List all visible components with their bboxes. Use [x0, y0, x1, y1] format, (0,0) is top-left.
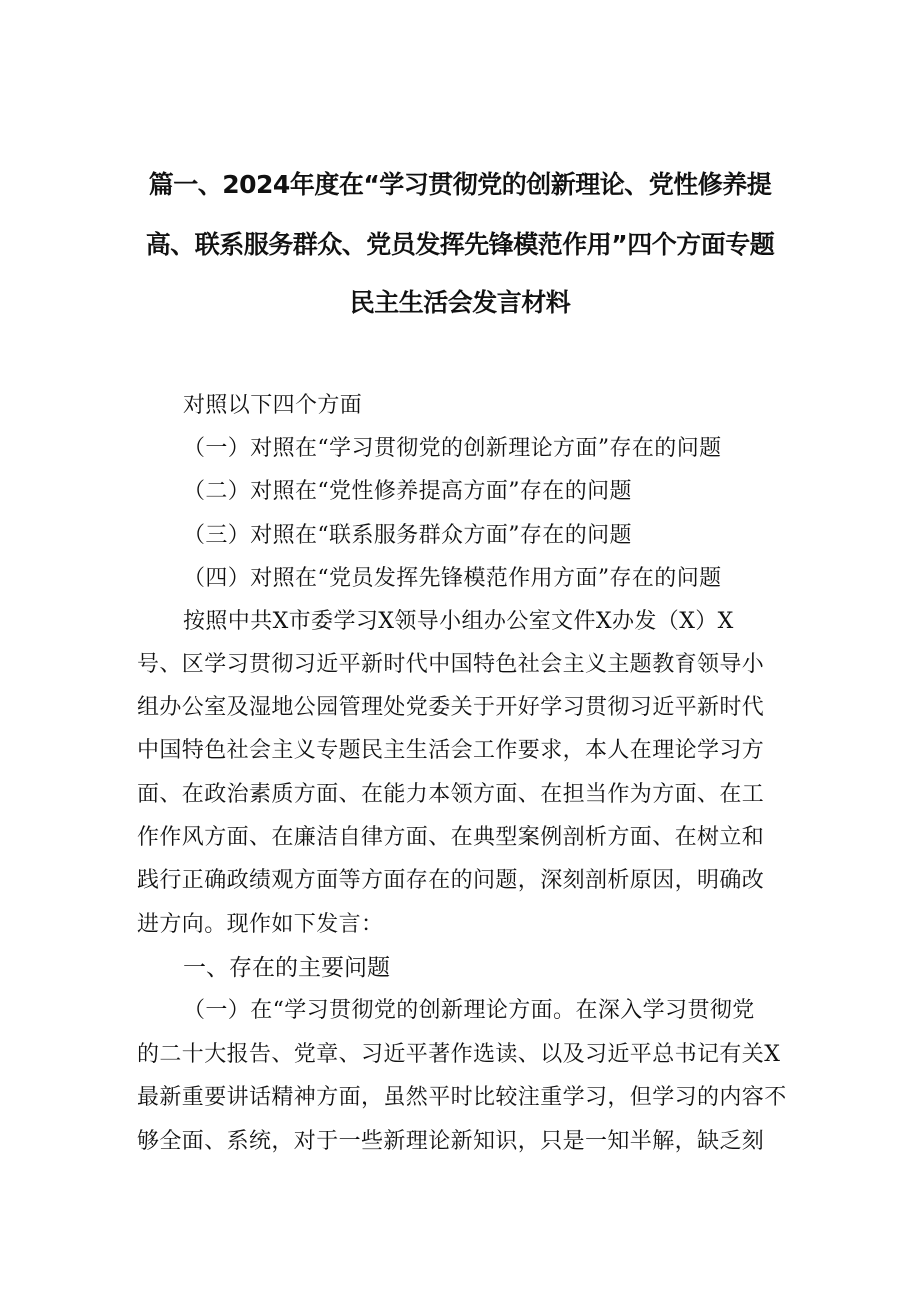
- document-title-line-3: 民主生活会发言材料: [349, 288, 571, 317]
- section-paragraph-line-3: 最新重要讲话精神方面，虽然平时比较注重学习，但学习的内容不: [137, 1085, 787, 1110]
- intro-paragraph-line-6: 作作风方面、在廉洁自律方面、在典型案例剖析方面、在树立和: [137, 825, 765, 850]
- aspect-item-4: （四）对照在“党员发挥先锋模范作用方面”存在的问题: [183, 566, 722, 591]
- intro-paragraph-line-2: 号、区学习贯彻习近平新时代中国特色社会主义主题教育领导小: [137, 652, 765, 677]
- intro-paragraph-line-3: 组办公室及湿地公园管理处党委关于开好学习贯彻习近平新时代: [137, 695, 765, 720]
- section-paragraph-line-1: （一）在“学习贯彻党的创新理论方面。在深入学习贯彻党: [183, 998, 755, 1023]
- intro-paragraph-line-8: 进方向。现作如下发言：: [137, 912, 384, 937]
- document-title-line-2: 高、联系服务群众、党员发挥先锋模范作用”四个方面专题: [145, 230, 775, 259]
- intro-paragraph-line-5: 面、在政治素质方面、在能力本领方面、在担当作为方面、在工: [137, 782, 765, 807]
- section-paragraph-line-4: 够全面、系统，对于一些新理论新知识，只是一知半解，缺乏刻: [137, 1129, 765, 1154]
- section-heading: 一、存在的主要问题: [183, 955, 390, 981]
- section-paragraph-line-2: 的二十大报告、党章、习近平著作选读、以及习近平总书记有关X: [137, 1042, 781, 1067]
- intro-paragraph-line-4: 中国特色社会主义专题民主生活会工作要求，本人在理论学习方: [137, 738, 765, 763]
- intro-paragraph-line-7: 践行正确政绩观方面等方面存在的问题，深刻剖析原因，明确改: [137, 868, 765, 893]
- aspect-item-2: （二）对照在“党性修养提高方面”存在的问题: [183, 479, 632, 504]
- document-title-line-1: 篇一、2024年度在“学习贯彻党的创新理论、党性修养提: [148, 170, 772, 199]
- aspect-item-1: （一）对照在“学习贯彻党的创新理论方面”存在的问题: [183, 436, 722, 461]
- aspect-item-3: （三）对照在“联系服务群众方面”存在的问题: [183, 523, 632, 548]
- intro-paragraph-line-1: 按照中共X市委学习X领导小组办公室文件X办发（X）X: [183, 609, 734, 634]
- aspects-intro: 对照以下四个方面: [183, 393, 363, 418]
